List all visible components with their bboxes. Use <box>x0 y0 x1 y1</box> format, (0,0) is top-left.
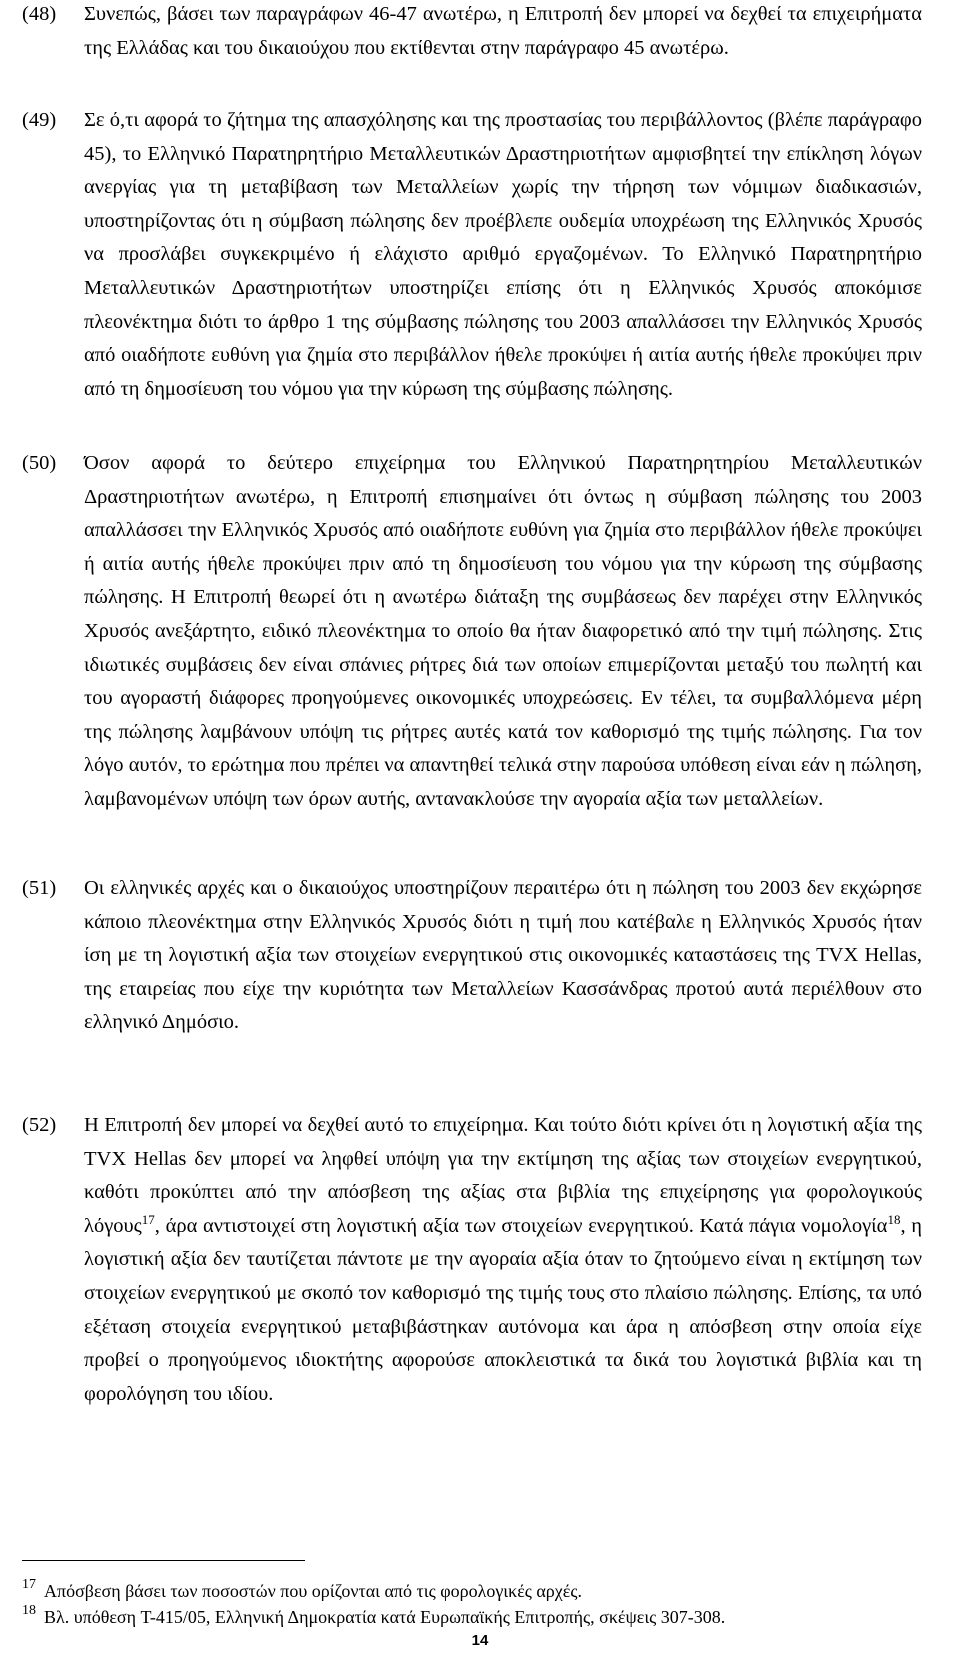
footnote-reference[interactable]: 17 <box>141 1211 155 1227</box>
paragraph-number: (51) <box>22 877 57 899</box>
paragraph-text-part: , άρα αντιστοιχεί στη λογιστική αξία των στοιχείων ενεργητικού. Κατά πάγια νομολογία <box>154 1214 888 1237</box>
footnote-17 <box>22 1577 922 1602</box>
paragraph-51 <box>22 872 922 1040</box>
footnote-number: 18 <box>22 1603 36 1618</box>
paragraph-text-part: , η λογιστική αξία δεν ταυτίζεται πάντοτε με την αγοραία αξία όταν το ζητούμενο είναι η εκτίμηση των στοιχείων ενεργητικού με σκοπό τον καθορισμό της τιμής τους στο πλαίσιο πώλησης. Επίσης, τα υπό εξέταση στοιχεία ενεργητικού μεταβιβάστηκαν αυτόνομα και άρα η απόσβεση στην οποία είχε προβεί ο προηγούμενος ιδιοκτήτης αφορούσε αποκλειστικά τα δικά του λογιστικά βιβλία και τη φορολόγηση του ιδίου. <box>84 1214 922 1405</box>
page-number: 14 <box>471 1632 489 1649</box>
footnote-text: Βλ. υπόθεση T-415/05, Ελληνική Δημοκρατία κατά Ευρωπαϊκής Επιτροπής, σκέψεις 307-308. <box>44 1607 726 1627</box>
paragraph-text-part: Η Επιτροπή δεν μπορεί να δεχθεί αυτό το επιχείρημα. Και τούτο διότι κρίνει ότι η λογιστική αξία της TVX Hellas δεν μπορεί να ληφθεί υπόψη για την εκτίμηση της αξίας των στοιχείων ενεργητικού, καθότι προκύπτει από την απόσβεση της αξίας στα βιβλία της επιχείρησης για φορολογικούς λόγους <box>84 1114 922 1237</box>
footnote-reference[interactable]: 18 <box>887 1211 901 1227</box>
paragraph-text: Οι ελληνικές αρχές και ο δικαιούχος υποστηρίζουν περαιτέρω ότι η πώληση του 2003 δεν εκχώρησε κάποιο πλεονέκτημα στην Ελληνικός Χρυσός διότι η τιμή που κατέβαλε η Ελληνικός Χρυσός ήταν ίση με τη λογιστική αξία των στοιχείων ενεργητικού στις οικονομικές καταστάσεις της TVX Hellas, της εταιρείας που είχε την κυριότητα των Μεταλλείων Κασσάνδρας προτού αυτά περιέλθουν στο ελληνικό Δημόσιο. <box>84 877 922 1034</box>
paragraph-number: (48) <box>22 3 57 25</box>
footnote-18 <box>22 1603 922 1628</box>
paragraph-text: Όσον αφορά το δεύτερο επιχείρημα του Ελληνικού Παρατηρητηρίου Μεταλλευτικών Δραστηριοτήτων ανωτέρω, η Επιτροπή επισημαίνει ότι όντως η σύμβαση πώλησης του 2003 απαλλάσσει την Ελληνικός Χρυσός από οιαδήποτε ευθύνη για ζημία στο περιβάλλον ήθελε προκύψει ή αιτία αυτής ήθελε προκύψει πριν από τη δημοσίευση του νόμου για την κύρωση της σύμβασης πώλησης. Η Επιτροπή θεωρεί ότι η ανωτέρω διάταξη της συμβάσεως δεν παρέχει στην Ελληνικός Χρυσός ανεξάρτητο, ειδικό πλεονέκτημα το οποίο θα ήταν διαφορετικό από την τιμή πώλησης. Στις ιδιωτικές συμβάσεις δεν είναι σπάνιες ρήτρες διά των οποίων επιμερίζονται μεταξύ του πωλητή και του αγοραστή διάφορες προηγούμενες οικονομικές υποχρεώσεις. Εν τέλει, τα συμβαλλόμενα μέρη της πώλησης λαμβάνουν υπόψη τις ρήτρες αυτές κατά τον καθορισμό της τιμής πώλησης. Για τον λόγο αυτόν, το ερώτημα που πρέπει να απαντηθεί τελικά στην παρούσα υπόθεση είναι εάν η πώληση, λαμβανομένων υπόψη των όρων αυτής, αντανακλούσε την αγοραία αξία των μεταλλείων. <box>84 452 922 810</box>
paragraph-50 <box>22 447 922 817</box>
paragraph-49 <box>22 104 922 406</box>
paragraph-text <box>84 1109 922 1411</box>
paragraph-text: Συνεπώς, βάσει των παραγράφων 46-47 ανωτέρω, η Επιτροπή δεν μπορεί να δεχθεί τα επιχειρήματα της Ελλάδας και του δικαιούχου που εκτίθενται στην παράγραφο 45 ανωτέρω. <box>84 3 922 59</box>
paragraph-number: (52) <box>22 1114 57 1136</box>
paragraph-number: (50) <box>22 452 57 474</box>
footnote-separator <box>22 1560 305 1561</box>
paragraph-48 <box>22 0 922 65</box>
paragraph-52 <box>22 1109 922 1411</box>
paragraph-number: (49) <box>22 109 57 131</box>
footnote-number: 17 <box>22 1577 36 1592</box>
footnote-text: Απόσβεση βάσει των ποσοστών που ορίζονται από τις φορολογικές αρχές. <box>44 1581 582 1601</box>
paragraph-text: Σε ό,τι αφορά το ζήτημα της απασχόλησης και της προστασίας του περιβάλλοντος (βλέπε παράγραφο 45), το Ελληνικό Παρατηρητήριο Μεταλλευτικών Δραστηριοτήτων αμφισβητεί την επίκληση λόγων ανεργίας για τη μεταβίβαση των Μεταλλείων χωρίς την τήρηση των νόμιμων διαδικασιών, υποστηρίζοντας ότι η σύμβαση πώλησης δεν προέβλεπε ουδεμία υποχρέωση της Ελληνικός Χρυσός να προσλάβει συγκεκριμένο ή ελάχιστο αριθμό εργαζομένων. Το Ελληνικό Παρατηρητήριο Μεταλλευτικών Δραστηριοτήτων υποστηρίζει επίσης ότι η Ελληνικός Χρυσός αποκόμισε πλεονέκτημα διότι το άρθρο 1 της σύμβασης πώλησης του 2003 απαλλάσσει την Ελληνικός Χρυσός από οιαδήποτε ευθύνη για ζημία στο περιβάλλον ήθελε προκύψει ή αιτία αυτής ήθελε προκύψει πριν από τη δημοσίευση του νόμου για την κύρωση της σύμβασης πώλησης. <box>84 109 922 400</box>
